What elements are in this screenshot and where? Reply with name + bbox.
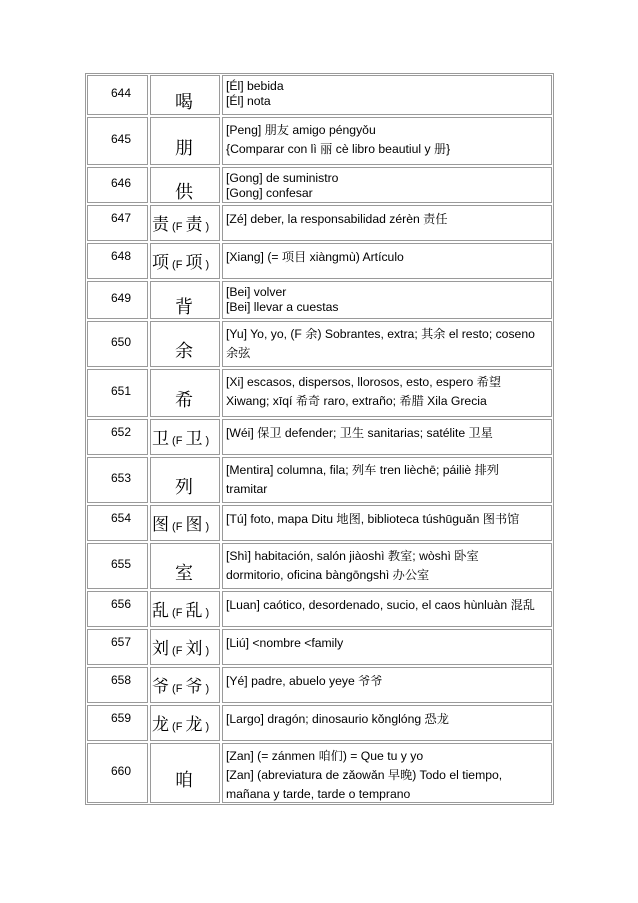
table-row: [87, 505, 552, 541]
definition-cell: [222, 743, 552, 803]
hanzi-simplified: 刘: [152, 639, 169, 658]
definition-cell: [222, 505, 552, 541]
traditional-prefix: (F: [169, 435, 186, 447]
table-row: [87, 281, 552, 319]
traditional-prefix: (F: [169, 721, 186, 733]
hanzi-with-traditional: [152, 596, 209, 621]
hanzi-with-traditional: [152, 510, 209, 535]
definition-line: [Bei] volver: [226, 285, 287, 299]
hanzi-cell: [150, 281, 220, 319]
definition-line: 余弦: [226, 346, 251, 360]
definition-line: [Zan] (abreviatura de zǎowǎn 早晚) Todo el tiempo,: [226, 768, 503, 782]
table-row: [87, 591, 552, 627]
definition-line: [Tú] foto, mapa Ditu 地图, biblioteca túshūguǎn 图书馆: [226, 512, 520, 526]
entry-number: 660: [87, 743, 148, 803]
hanzi-character: 朋: [175, 138, 193, 158]
hanzi-simplified: 项: [152, 253, 169, 272]
hanzi-character: 列: [175, 477, 193, 497]
definition-cell: [222, 629, 552, 665]
table-row: [87, 117, 552, 165]
hanzi-cell: [150, 667, 220, 703]
definition-cell: [222, 543, 552, 589]
hanzi-with-traditional: [152, 672, 209, 697]
hanzi-character: 希: [175, 390, 193, 410]
definition-line: mañana y tarde, tarde o temprano: [226, 787, 411, 801]
hanzi-character: 余: [175, 341, 193, 361]
entry-number: 658: [87, 667, 148, 703]
table-row: [87, 75, 552, 115]
table-row: [87, 543, 552, 589]
hanzi-with-traditional: [152, 424, 209, 449]
hanzi-cell: [150, 205, 220, 241]
definition-line: [Bei] llevar a cuestas: [226, 300, 339, 314]
definition-cell: [222, 321, 552, 367]
hanzi-cell: [150, 75, 220, 115]
definition-line: [Yé] padre, abuelo yeye 爷爷: [226, 674, 383, 688]
entry-number: 656: [87, 591, 148, 627]
definition-line: [Luan] caótico, desordenado, sucio, el caos hùnluàn 混乱: [226, 598, 535, 612]
hanzi-cell: [150, 629, 220, 665]
entry-number: 649: [87, 281, 148, 319]
traditional-prefix: (F: [169, 259, 186, 271]
table-row: [87, 243, 552, 279]
entry-number: 653: [87, 457, 148, 503]
hanzi-cell: [150, 505, 220, 541]
definition-line: [Yu] Yo, yo, (F 余) Sobrantes, extra; 其余 el resto; coseno: [226, 327, 535, 341]
definition-cell: [222, 117, 552, 165]
hanzi-cell: [150, 543, 220, 589]
hanzi-with-traditional: [152, 210, 209, 235]
hanzi-cell: [150, 419, 220, 455]
hanzi-traditional: 刘: [185, 639, 203, 658]
entry-number: 655: [87, 543, 148, 589]
hanzi-traditional: 图: [185, 515, 203, 534]
definition-line: [Gong] de suministro: [226, 171, 339, 185]
traditional-suffix: ): [202, 645, 210, 657]
definition-cell: [222, 205, 552, 241]
table-row: [87, 321, 552, 367]
hanzi-cell: [150, 243, 220, 279]
table-row: [87, 369, 552, 417]
hanzi-cell: [150, 321, 220, 367]
hanzi-character: 喝: [175, 92, 193, 112]
entry-number: 647: [87, 205, 148, 241]
entry-number: 652: [87, 419, 148, 455]
definition-line: Xiwang; xīqí 希奇 raro, extraño; 希腊 Xila Grecia: [226, 394, 487, 408]
definition-cell: [222, 281, 552, 319]
hanzi-simplified: 卫: [152, 429, 169, 448]
hanzi-simplified: 图: [152, 515, 169, 534]
definition-line: [Él] bebida: [226, 79, 284, 93]
hanzi-traditional: 责: [185, 215, 203, 234]
definition-cell: [222, 457, 552, 503]
hanzi-traditional: 卫: [185, 429, 203, 448]
table-row: [87, 705, 552, 741]
vocabulary-table: [85, 73, 554, 805]
hanzi-simplified: 乱: [152, 601, 169, 620]
hanzi-cell: [150, 457, 220, 503]
definition-line: [Él] nota: [226, 94, 271, 108]
definition-line: [Xi] escasos, dispersos, llorosos, esto, espero 希望: [226, 375, 502, 389]
hanzi-cell: [150, 167, 220, 203]
table-row: [87, 743, 552, 803]
traditional-suffix: ): [202, 721, 210, 733]
hanzi-simplified: 龙: [152, 715, 169, 734]
hanzi-simplified: 爷: [152, 677, 169, 696]
definition-cell: [222, 369, 552, 417]
definition-cell: [222, 419, 552, 455]
hanzi-traditional: 项: [185, 253, 203, 272]
definition-cell: [222, 243, 552, 279]
definition-line: [Gong] confesar: [226, 186, 313, 200]
definition-cell: [222, 167, 552, 203]
traditional-prefix: (F: [169, 521, 186, 533]
definition-line: [Shì] habitación, salón jiàoshì 教室; wòshì 卧室: [226, 549, 479, 563]
entry-number: 644: [87, 75, 148, 115]
hanzi-character: 背: [175, 297, 193, 317]
entry-number: 654: [87, 505, 148, 541]
table-row: [87, 205, 552, 241]
definition-line: [Wéi] 保卫 defender; 卫生 sanitarias; satélite 卫星: [226, 426, 493, 440]
hanzi-cell: [150, 743, 220, 803]
traditional-suffix: ): [202, 607, 210, 619]
entry-number: 646: [87, 167, 148, 203]
hanzi-with-traditional: [152, 710, 209, 735]
definition-line: tramitar: [226, 482, 268, 496]
hanzi-traditional: 乱: [185, 601, 203, 620]
hanzi-simplified: 责: [152, 215, 169, 234]
table-row: [87, 629, 552, 665]
definition-line: dormitorio, oficina bàngōngshì 办公室: [226, 568, 430, 582]
hanzi-cell: [150, 117, 220, 165]
hanzi-with-traditional: [152, 248, 209, 273]
hanzi-character: 供: [175, 182, 193, 202]
traditional-suffix: ): [202, 521, 210, 533]
traditional-prefix: (F: [169, 683, 186, 695]
hanzi-traditional: 龙: [185, 715, 203, 734]
hanzi-cell: [150, 369, 220, 417]
hanzi-cell: [150, 591, 220, 627]
entry-number: 659: [87, 705, 148, 741]
definition-line: [Zé] deber, la responsabilidad zérèn 责任: [226, 212, 448, 226]
traditional-suffix: ): [202, 683, 210, 695]
entry-number: 650: [87, 321, 148, 367]
traditional-suffix: ): [202, 259, 210, 271]
definition-cell: [222, 705, 552, 741]
table-row: [87, 667, 552, 703]
entry-number: 657: [87, 629, 148, 665]
definition-line: [Largo] dragón; dinosaurio kǒnglóng 恐龙: [226, 712, 449, 726]
traditional-prefix: (F: [169, 645, 186, 657]
entry-number: 645: [87, 117, 148, 165]
traditional-suffix: ): [202, 435, 210, 447]
definition-line: [Mentira] columna, fila; 列车 tren lièchē; páiliè 排列: [226, 463, 499, 477]
traditional-prefix: (F: [169, 221, 186, 233]
traditional-suffix: ): [202, 221, 210, 233]
hanzi-character: 室: [175, 563, 193, 583]
definition-cell: [222, 667, 552, 703]
table-row: [87, 457, 552, 503]
definition-line: [Zan] (= zánmen 咱们) = Que tu y yo: [226, 749, 424, 763]
definition-line: [Peng] 朋友 amigo péngyǒu: [226, 123, 376, 137]
entry-number: 651: [87, 369, 148, 417]
entry-number: 648: [87, 243, 148, 279]
definition-line: [Xiang] (= 项目 xiàngmù) Artículo: [226, 250, 404, 264]
definition-cell: [222, 591, 552, 627]
hanzi-character: 咱: [175, 770, 193, 790]
hanzi-traditional: 爷: [185, 677, 203, 696]
table-row: [87, 419, 552, 455]
traditional-prefix: (F: [169, 607, 186, 619]
definition-line: [Liú] <nombre <family: [226, 636, 344, 650]
definition-cell: [222, 75, 552, 115]
hanzi-cell: [150, 705, 220, 741]
table-row: [87, 167, 552, 203]
hanzi-with-traditional: [152, 634, 209, 659]
definition-line: {Comparar con lì 丽 cè libro beautiul y 册}: [226, 142, 451, 156]
